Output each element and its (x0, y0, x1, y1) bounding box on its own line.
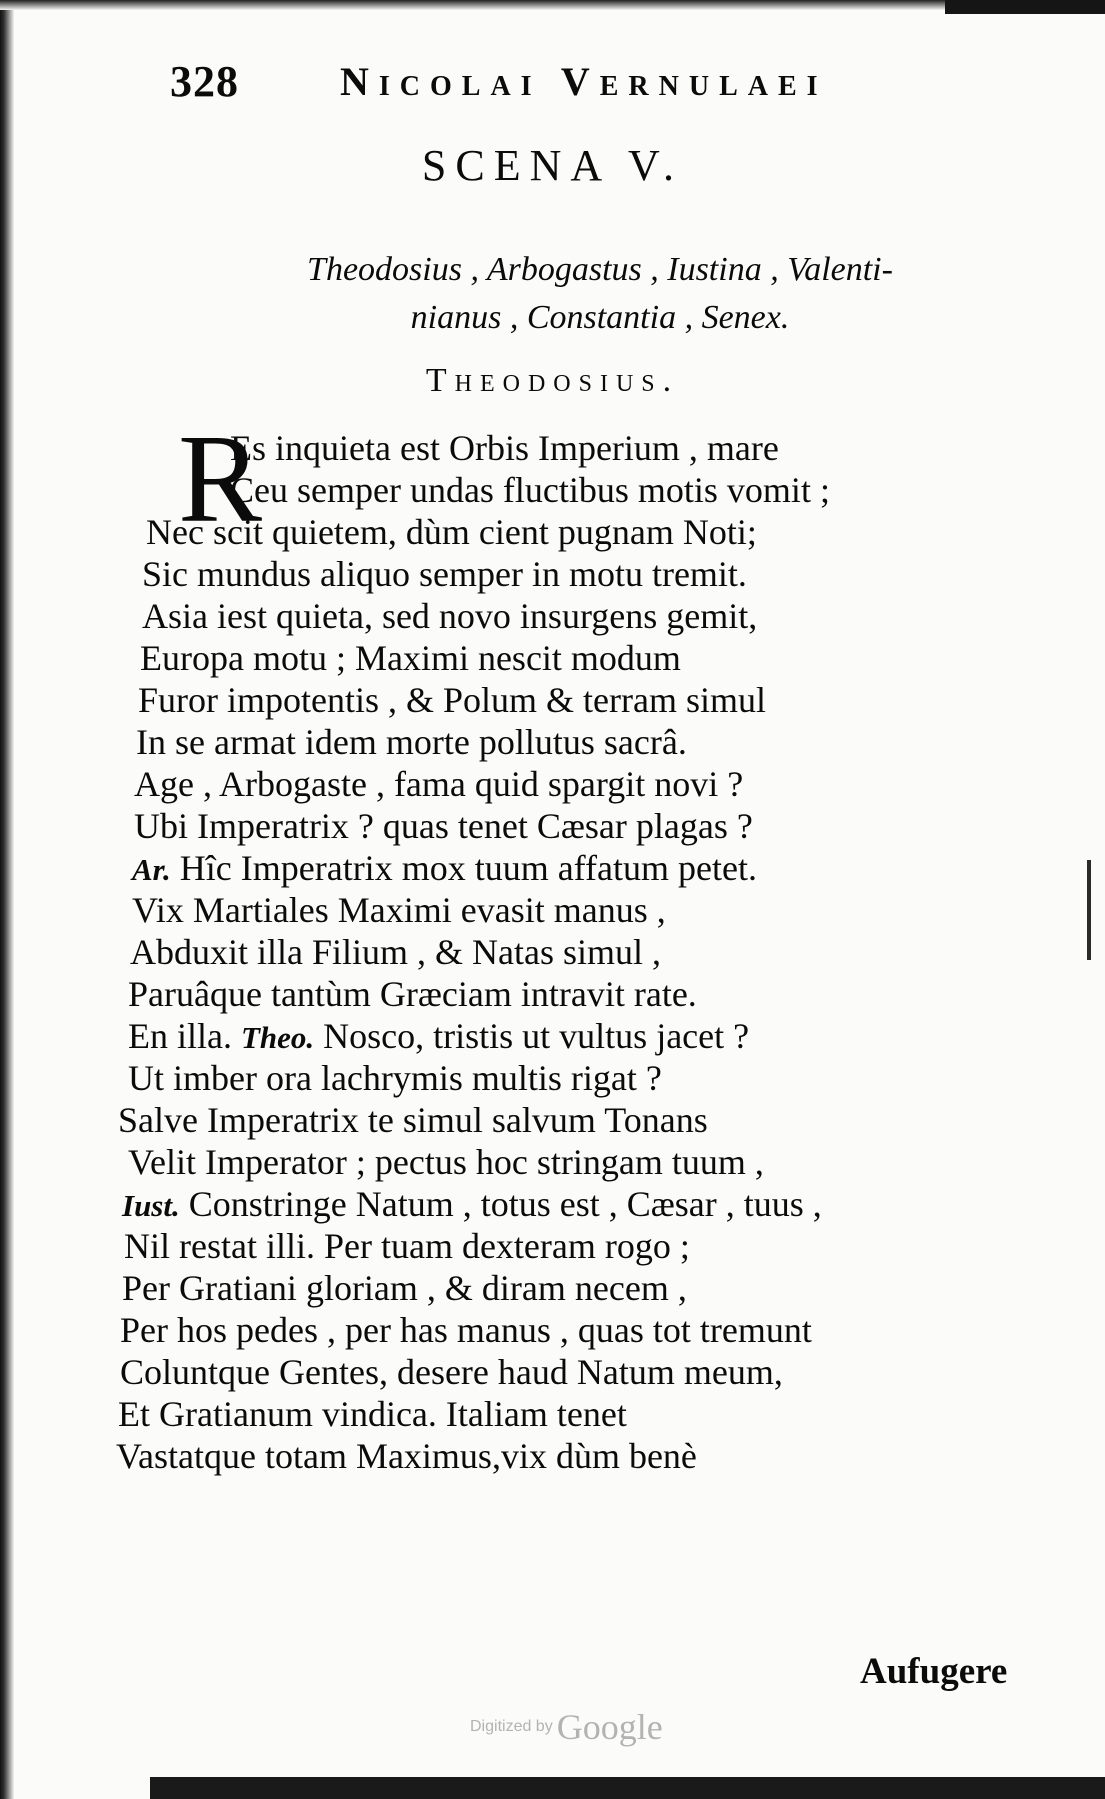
verse-line: Asia iest quieta, sed novo insurgens gemit, (142, 596, 758, 636)
speaker-name: Theodosius. (425, 362, 680, 399)
verse-line: Vix Martiales Maximi evasit manus , (132, 890, 666, 930)
scan-edge-left (0, 0, 14, 1799)
scan-edge-top-right (945, 0, 1105, 14)
verse-line-text: Hîc Imperatrix mox tuum affatum petet. (179, 848, 757, 888)
verse-line: Nil restat illi. Per tuam dexteram rogo ; (124, 1226, 690, 1266)
scan-edge-top (0, 0, 1105, 10)
verse-line: Velit Imperator ; pectus hoc stringam tuum , (128, 1142, 764, 1182)
verse-line: Es inquieta est Orbis Imperium , mare (230, 428, 779, 468)
verse-line: Vastatque totam Maximus,vix dùm benè (116, 1436, 697, 1476)
verse-line: Sic mundus aliquo semper in motu tremit. (142, 554, 747, 594)
verse-line: Europa motu ; Maximi nescit modum (140, 638, 681, 678)
verse-line (122, 1182, 822, 1228)
characters-line-2: nianus , Constantia , Senex. (410, 299, 790, 336)
running-title: Nicolai Vernulaei (340, 59, 828, 104)
running-head (170, 56, 960, 106)
drop-cap: R (178, 410, 263, 549)
verse-line: Et Gratianum vindica. Italiam tenet (118, 1394, 627, 1434)
verse-line: Coluntque Gentes, desere haud Natum meum, (120, 1352, 783, 1392)
speaker-abbr: Ar. (132, 852, 171, 887)
scene-heading: SCENA V. (421, 141, 684, 190)
verse-line: Ut imber ora lachrymis multis rigat ? (128, 1058, 662, 1098)
speaker-abbr: Theo. (240, 1020, 315, 1055)
verse-line: Per hos pedes , per has manus , quas tot tremunt (120, 1310, 812, 1350)
verse-line: Ubi Imperatrix ? quas tenet Cæsar plagas ? (134, 806, 753, 846)
scan-edge-right (1087, 860, 1091, 960)
verse-line: Salve Imperatrix te simul salvum Tonans (118, 1100, 708, 1140)
google-logo-text: Google (556, 1707, 663, 1747)
verse-line (132, 846, 757, 892)
speaker-abbr: Iust. (122, 1188, 180, 1223)
verse-line: Furor impotentis , & Polum & terram simul (138, 680, 766, 720)
verse-line (128, 1014, 749, 1060)
verse-line: Nec scit quietem, dùm cient pugnam Noti; (146, 512, 757, 552)
verse-line: Abduxit illa Filium , & Natas simul , (130, 932, 661, 972)
verse-line: In se armat idem morte pollutus sacrâ. (136, 722, 687, 762)
verse-line: Per Gratiani gloriam , & diram necem , (122, 1268, 687, 1308)
verse-line-text: Constringe Natum , totus est , Cæsar , tuus , (188, 1184, 822, 1224)
digitized-watermark (470, 1706, 710, 1748)
page-number: 328 (170, 57, 239, 106)
verse-line-text: En illa. (128, 1016, 232, 1056)
watermark-small-text: Digitized by (470, 1718, 553, 1735)
scan-edge-bottom (150, 1777, 1105, 1799)
catchword: Aufugere (860, 1651, 1008, 1692)
verse-line: Ceu semper undas fluctibus motis vomit ; (230, 470, 830, 510)
verse-line: Paruâque tantùm Græciam intravit rate. (128, 974, 697, 1014)
dramatis-personae (220, 246, 980, 342)
verse-line-text: Nosco, tristis ut vultus jacet ? (323, 1016, 750, 1056)
verse-line: Age , Arbogaste , fama quid spargit novi ? (134, 764, 744, 804)
characters-line-1: Theodosius , Arbogastus , Iustina , Valenti- (307, 251, 893, 288)
